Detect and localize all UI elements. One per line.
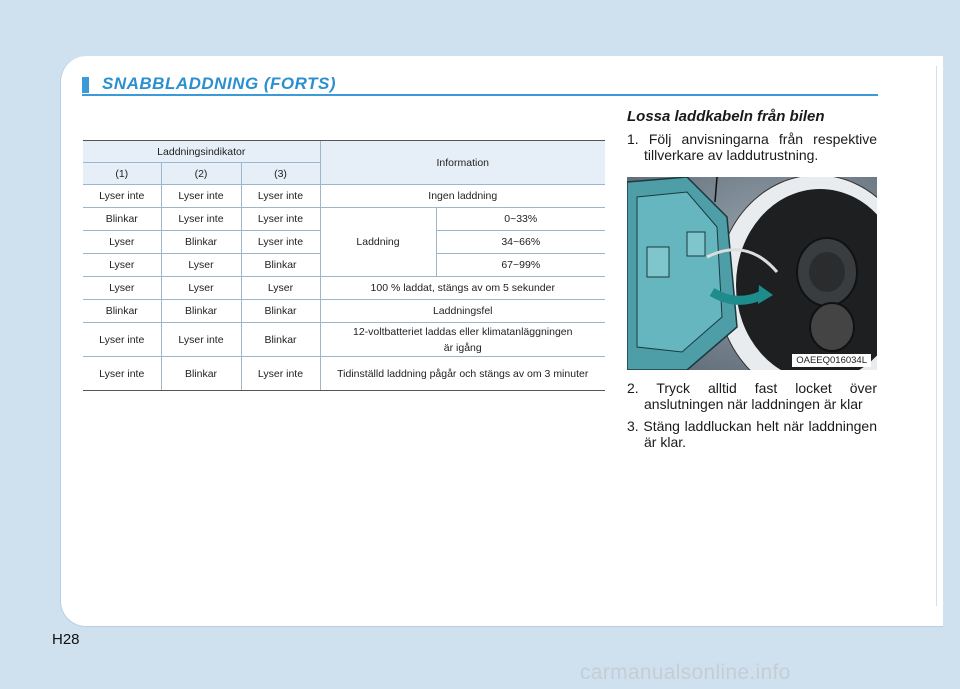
cell-indicator-1: Lyser inte [83, 323, 161, 357]
cell-information: 100 % laddat, stängs av om 5 sekunder [320, 277, 605, 300]
cell-indicator-1: Lyser [83, 277, 161, 300]
header-col-3: (3) [241, 163, 320, 185]
cell-indicator-3: Blinkar [241, 323, 320, 357]
cell-indicator-1: Blinkar [83, 300, 161, 323]
cell-indicator-3: Lyser inte [241, 357, 320, 391]
cell-charge-range: 0~33% [436, 208, 605, 231]
cell-indicator-3: Lyser inte [241, 231, 320, 254]
instructions-heading: Lossa laddkabeln från bilen [627, 108, 825, 125]
cell-indicator-2: Lyser inte [161, 185, 241, 208]
charging-indicator-table [83, 140, 605, 391]
figure-code: OAEEQ016034L [792, 354, 871, 367]
cell-charge-range: 34~66% [436, 231, 605, 254]
header-col-1: (1) [83, 163, 161, 185]
page-number: H28 [52, 631, 80, 648]
cell-indicator-1: Lyser inte [83, 357, 161, 391]
instruction-step-2: 2. Tryck alltid fast locket över anslutningen när laddningen är klar [627, 380, 877, 412]
cell-indicator-2: Lyser inte [161, 323, 241, 357]
table-row [83, 185, 605, 208]
cell-indicator-3: Blinkar [241, 254, 320, 277]
section-title: SNABBLADDNING (FORTS) [102, 74, 337, 93]
cell-indicator-3: Blinkar [241, 300, 320, 323]
instructions-column [627, 108, 877, 450]
instruction-step-1: 1. Följ anvisningarna från respektive tillverkare av laddutrustning. [627, 131, 877, 163]
cell-information: Laddningsfel [320, 300, 605, 323]
charging-port-illustration [627, 177, 877, 370]
cell-information-line-2: är igång [443, 341, 482, 354]
cell-indicator-3: Lyser inte [241, 208, 320, 231]
cell-indicator-2: Blinkar [161, 300, 241, 323]
cell-information-line-1: 12-voltbatteriet laddas eller klimatanläggningen [353, 325, 573, 338]
header-col-2: (2) [161, 163, 241, 185]
table-row [83, 277, 605, 300]
cell-indicator-3: Lyser [241, 277, 320, 300]
cell-information: Ingen laddning [320, 185, 605, 208]
cell-indicator-2: Blinkar [161, 231, 241, 254]
cell-indicator-1: Lyser [83, 254, 161, 277]
header-charging-indicator: Laddningsindikator [83, 141, 320, 163]
cell-indicator-1: Lyser inte [83, 185, 161, 208]
watermark: carmanualsonline.info [580, 661, 791, 684]
cell-indicator-2: Lyser inte [161, 208, 241, 231]
cell-information-charging: Laddning [320, 208, 436, 277]
cell-indicator-1: Blinkar [83, 208, 161, 231]
cell-indicator-2: Blinkar [161, 357, 241, 391]
header-information: Information [320, 141, 605, 185]
cell-indicator-1: Lyser [83, 231, 161, 254]
cell-information [320, 323, 605, 357]
table-row [83, 357, 605, 391]
cell-information: Tidinställd laddning pågår och stängs av om 3 minuter [320, 357, 605, 391]
section-rule [82, 94, 878, 96]
section-header [82, 74, 878, 96]
section-accent-bar [82, 77, 89, 93]
table-row [83, 323, 605, 357]
table-row [83, 300, 605, 323]
table-row [83, 208, 605, 231]
cell-indicator-2: Lyser [161, 254, 241, 277]
charging-port-drawing [627, 177, 877, 370]
instruction-step-3: 3. Stäng laddluckan helt när laddningen är klar. [627, 418, 877, 450]
cell-indicator-2: Lyser [161, 277, 241, 300]
cell-indicator-3: Lyser inte [241, 185, 320, 208]
cell-charge-range: 67~99% [436, 254, 605, 277]
